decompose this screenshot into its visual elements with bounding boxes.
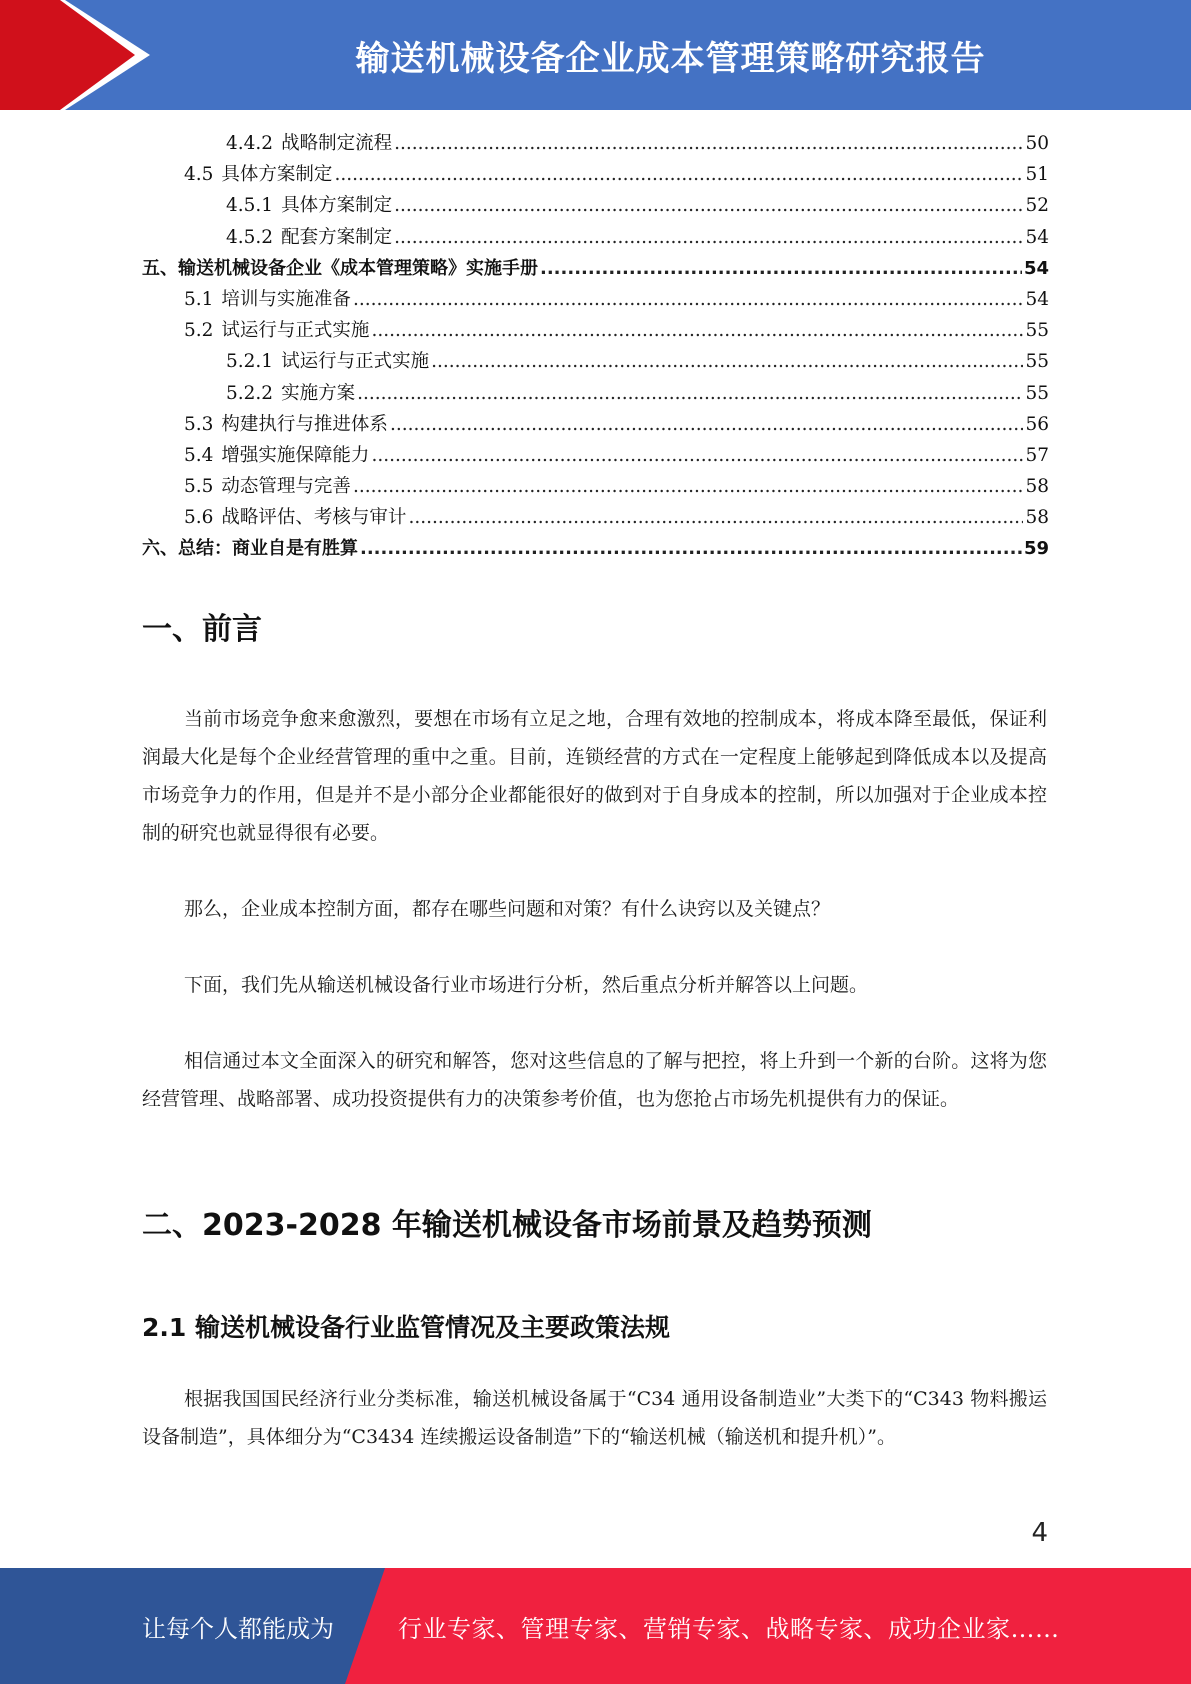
toc-entry-number: 5.3: [184, 413, 214, 435]
toc-entry-number: 5.1: [184, 288, 214, 310]
toc-entry-page: 54: [1025, 226, 1049, 248]
toc-leader-dots: [394, 190, 1023, 221]
toc-leader-dots: [371, 440, 1023, 471]
toc-entry[interactable]: [142, 409, 1049, 440]
toc-entry[interactable]: [142, 190, 1049, 221]
toc-entry-title: 试运行与正式实施: [221, 320, 370, 342]
toc-leader-dots: [353, 284, 1024, 315]
toc-entry-title: 配套方案制定: [281, 226, 393, 248]
toc-entry-title: 六、总结：商业自是有胜算: [142, 538, 358, 560]
toc-entry-title: 培训与实施准备: [221, 288, 351, 310]
report-title: 输送机械设备企业成本管理策略研究报告: [355, 38, 986, 79]
toc-leader-dots: [540, 253, 1022, 284]
toc-entry[interactable]: [142, 128, 1049, 159]
toc-entry[interactable]: [142, 346, 1049, 377]
subsection-heading-regulation: 2.1 输送机械设备行业监管情况及主要政策法规: [142, 1313, 670, 1342]
toc-entry-number: 4.5.2: [226, 226, 274, 248]
toc-entry-page: 54: [1023, 257, 1049, 279]
toc-leader-dots: [334, 159, 1023, 190]
toc-entry[interactable]: [142, 253, 1049, 284]
toc-entry-title: 具体方案制定: [221, 164, 333, 186]
toc-entry-title: 试运行与正式实施: [281, 351, 430, 373]
toc-leader-dots: [371, 315, 1023, 346]
toc-entry-number: 5.2.2: [226, 382, 274, 404]
toc-leader-dots: [390, 409, 1024, 440]
toc-leader-dots: [394, 128, 1023, 159]
toc-entry[interactable]: [142, 378, 1049, 409]
toc-entry-title: 五、输送机械设备企业《成本管理策略》实施手册: [142, 257, 538, 279]
toc-entry-title: 战略制定流程: [281, 133, 393, 154]
toc-entry-number: 5.4: [184, 444, 214, 466]
toc-entry[interactable]: [142, 159, 1049, 190]
toc-entry-page: 57: [1025, 444, 1049, 466]
toc-entry[interactable]: [142, 502, 1049, 533]
toc-leader-dots: [394, 222, 1023, 253]
toc-entry-page: 58: [1025, 476, 1049, 498]
toc-entry-title: 战略评估、考核与审计: [221, 507, 407, 529]
toc-entry-page: 55: [1025, 320, 1049, 342]
toc-entry-page: 54: [1025, 288, 1049, 310]
toc-entry-page: 51: [1025, 164, 1049, 186]
toc-entry-page: 55: [1025, 382, 1049, 404]
toc-entry-page: 56: [1025, 413, 1049, 435]
regulation-paragraph: 根据我国国民经济行业分类标准，输送机械设备属于“C34 通用设备制造业”大类下的“C343 物料搬运设备制造”，具体细分为“C3434 连续搬运设备制造”下的“输送机械（输送机和提升机）”。: [142, 1388, 1047, 1448]
toc-entry-title: 实施方案: [281, 382, 356, 404]
preface-paragraph-4: 相信通过本文全面深入的研究和解答，您对这些信息的了解与把控，将上升到一个新的台阶。这将为您经营管理、战略部署、成功投资提供有力的决策参考价值，也为您抢占市场先机提供有力的保证。: [142, 1050, 1047, 1110]
preface-paragraph-2: 那么，企业成本控制方面，都存在哪些问题和对策？有什么诀窍以及关键点？: [184, 898, 831, 920]
toc-entry-page: 52: [1025, 195, 1049, 217]
section-heading-preface: 一、前言: [142, 612, 262, 647]
toc-leader-dots: [360, 533, 1022, 564]
toc-entry[interactable]: [142, 533, 1049, 564]
page-number: 4: [1031, 1518, 1048, 1548]
section-heading-market-outlook: 二、2023-2028 年输送机械设备市场前景及趋势预测: [142, 1208, 872, 1243]
header-band: [0, 0, 1191, 110]
toc-entry[interactable]: [142, 284, 1049, 315]
footer-slogan-right: 行业专家、管理专家、营销专家、战略专家、成功企业家……: [398, 1614, 1060, 1643]
footer-slogan-left: 让每个人都能成为: [142, 1614, 334, 1643]
toc-entry-number: 5.5: [184, 476, 214, 498]
toc-entry-page: 58: [1025, 507, 1049, 529]
toc-entry-number: 4.4.2: [226, 133, 274, 154]
toc-entry-page: 55: [1025, 351, 1049, 373]
toc-entry-number: 5.2.1: [226, 351, 274, 373]
toc-leader-dots: [357, 378, 1023, 409]
toc-entry-number: 5.2: [184, 320, 214, 342]
toc-leader-dots: [353, 471, 1024, 502]
toc-entry-page: 59: [1023, 538, 1049, 560]
preface-paragraph-1: 当前市场竞争愈来愈激烈，要想在市场有立足之地，合理有效地的控制成本，将成本降至最低，保证利润最大化是每个企业经营管理的重中之重。目前，连锁经营的方式在一定程度上能够起到降低成本以及提高市场竞争力的作用，但是并不是小部分企业都能很好的做到对于自身成本的控制，所以加强对于企业成本控制的研究也就显得很有必要。: [142, 708, 1047, 844]
red-chevron-icon: [0, 0, 160, 110]
footer-band: [0, 1568, 1191, 1684]
toc-entry-title: 构建执行与推进体系: [221, 413, 388, 435]
toc-entry[interactable]: [142, 471, 1049, 502]
toc-entry[interactable]: [142, 315, 1049, 346]
toc-leader-dots: [408, 502, 1023, 533]
toc-entry-number: 5.6: [184, 507, 214, 529]
toc-entry-number: 4.5.1: [226, 195, 274, 217]
toc-leader-dots: [431, 346, 1023, 377]
toc-entry-title: 动态管理与完善: [221, 476, 351, 498]
toc-entry-title: 具体方案制定: [281, 195, 393, 217]
toc-entry[interactable]: [142, 222, 1049, 253]
toc-entry[interactable]: [142, 440, 1049, 471]
preface-paragraph-3: 下面，我们先从输送机械设备行业市场进行分析，然后重点分析并解答以上问题。: [184, 974, 869, 996]
toc-entry-page: 50: [1025, 133, 1049, 154]
toc-entry-number: 4.5: [184, 164, 214, 186]
toc-entry-title: 增强实施保障能力: [221, 444, 370, 466]
table-of-contents: [142, 128, 1049, 565]
